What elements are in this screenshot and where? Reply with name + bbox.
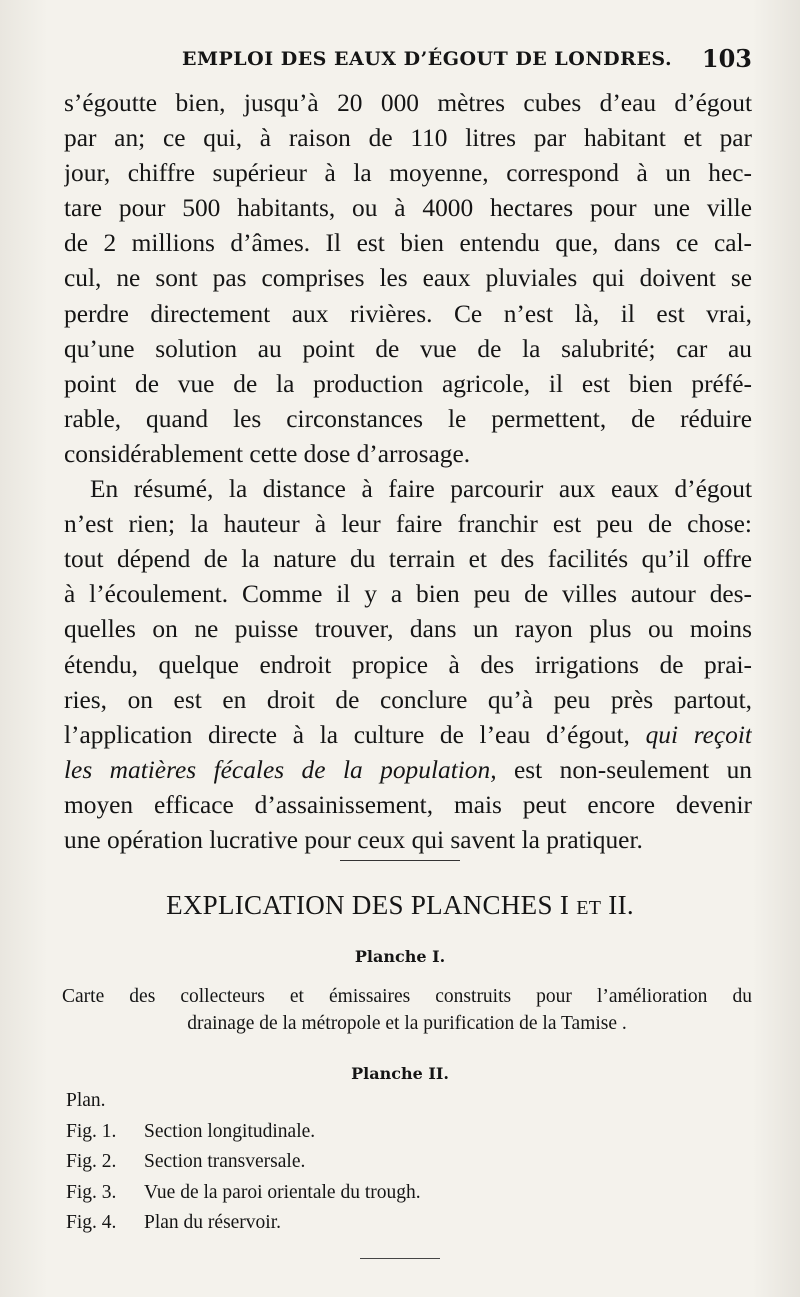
list-item (66, 1208, 666, 1239)
text-line: étendu, quelque endroit propice à des irrigations de prai- (64, 650, 752, 679)
section-title (0, 890, 800, 921)
list-item-text: Section transversale. (144, 1151, 306, 1172)
text-line: par an; ce qui, à raison de 110 litres par habitant et par (64, 124, 752, 153)
plate-1-desc-line: drainage de la métropole et la purification de la Tamise . (187, 1013, 627, 1034)
text-segment: est non-seulement un (514, 755, 752, 784)
section-title-end: II. (608, 890, 634, 920)
list-item (66, 1086, 666, 1117)
text-line: s’égoutte bien, jusqu’à 20 000 mètres cubes d’eau d’égout (64, 89, 752, 117)
list-item-text: Plan du réservoir. (144, 1212, 282, 1233)
text-line: moyen efficace d’assainissement, mais peut encore devenir (64, 790, 752, 819)
text-line: à l’écoulement. Comme il y a bien peu de villes autour des- (64, 580, 752, 609)
italic-segment: les matières fécales de la population, (64, 755, 497, 784)
text-line: rable, quand les circonstances le permettent, de réduire (64, 404, 752, 433)
text-line: ries, on est en droit de conclure qu’à peu près partout, (64, 685, 752, 714)
section-title-et: ET (576, 897, 602, 919)
text-line: qu’une solution au point de vue de la salubrité; car au (64, 334, 752, 363)
section-title-main: EXPLICATION DES PLANCHES I (166, 890, 570, 920)
text-line: n’est rien; la hauteur à leur faire franchir est peu de chose: (64, 510, 752, 539)
body-text (64, 86, 752, 858)
plate-2-list (66, 1086, 666, 1239)
text-line: de 2 millions d’âmes. Il est bien entendu que, dans ce cal- (64, 229, 752, 258)
plate-2-heading: Planche II. (351, 1064, 449, 1083)
text-line: considérablement cette dose d’arrosage. (64, 439, 471, 468)
running-title: EMPLOI DES EAUX D’ÉGOUT DE LONDRES. (182, 48, 673, 70)
text-line: jour, chiffre supérieur à la moyenne, correspond à un hec- (64, 159, 752, 188)
fig-label: Fig. 4. (66, 1212, 117, 1233)
text-line: cul, ne sont pas comprises les eaux pluviales qui doivent se (64, 264, 752, 293)
fig-label: Fig. 2. (66, 1151, 117, 1172)
list-item-text: Vue de la paroi orientale du trough. (144, 1181, 421, 1203)
bottom-rule (360, 1258, 440, 1259)
list-item-text: Section longitudinale. (144, 1120, 316, 1142)
text-segment: l’application directe à la culture de l’eau d’égout, (64, 720, 630, 749)
page-header (60, 44, 760, 78)
text-line: tout dépend de la nature du terrain et des facilités qu’il offre (64, 545, 752, 574)
text-line: une opération lucrative pour ceux qui savent la pratiquer. (64, 825, 643, 854)
page-number: 103 (701, 44, 752, 73)
plate-1-description (62, 983, 752, 1037)
text-line: point de vue de la production agricole, il est bien préfé- (64, 369, 752, 398)
text-line: tare pour 500 habitants, ou à 4000 hectares pour une ville (64, 194, 752, 223)
text-line: perdre directement aux rivières. Ce n’est là, il est vrai, (64, 299, 752, 328)
fig-label: Fig. 1. (66, 1120, 117, 1142)
text-line (64, 753, 752, 788)
text-line: quelles on ne puisse trouver, dans un rayon plus ou moins (64, 615, 752, 644)
fig-label: Fig. 3. (66, 1181, 117, 1203)
list-item (66, 1147, 666, 1178)
list-item (66, 1178, 666, 1209)
text-line (64, 718, 752, 753)
text-line: En résumé, la distance à faire parcourir aux eaux d’égout (90, 475, 752, 504)
plate-1-heading: Planche I. (354, 947, 446, 966)
separator-rule (340, 860, 460, 861)
list-item (66, 1117, 666, 1148)
italic-segment: qui reçoit (645, 720, 752, 749)
plate-1-desc-line: Carte des collecteurs et émissaires construits pour l’amélioration du (62, 986, 752, 1007)
list-item-text: Plan. (66, 1090, 106, 1111)
